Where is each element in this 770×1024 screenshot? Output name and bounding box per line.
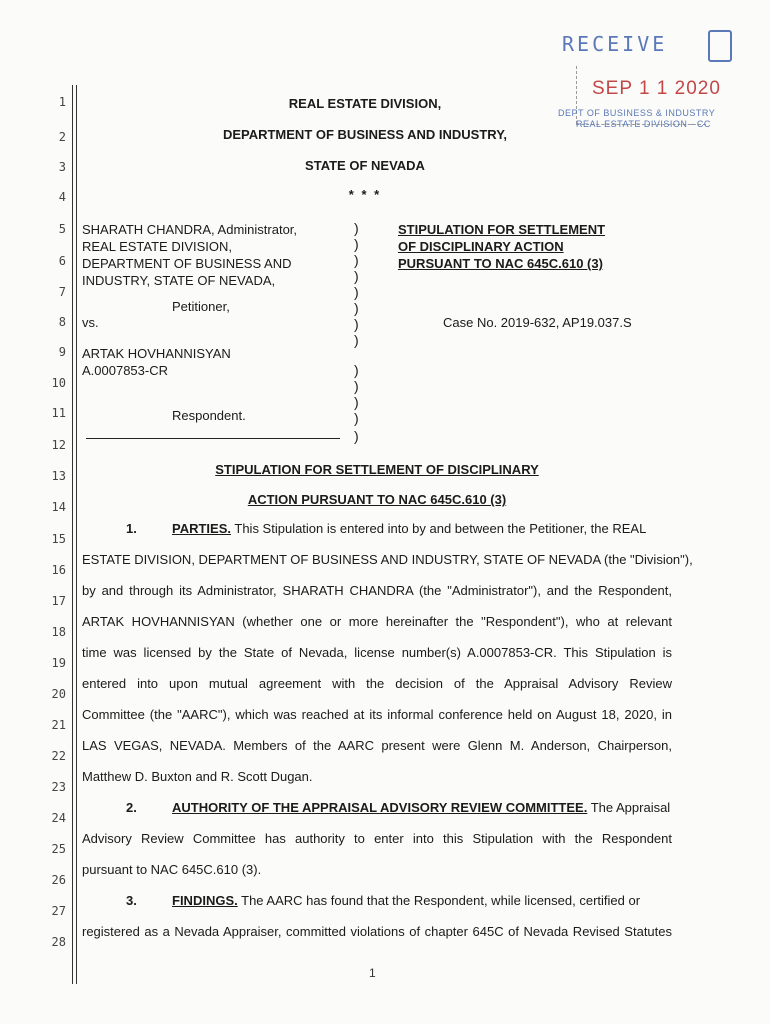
margin-rule-inner [76, 85, 77, 984]
line-number: 18 [51, 625, 66, 639]
paragraph-line: LAS VEGAS, NEVADA. Members of the AARC present were Glenn M. Anderson, Chairperson, [82, 738, 672, 753]
line-number: 22 [51, 749, 66, 763]
header-stars: * * * [348, 187, 382, 202]
paragraph-line: pursuant to NAC 645C.610 (3). [82, 862, 262, 877]
paragraph-line: Matthew D. Buxton and R. Scott Dugan. [82, 769, 313, 784]
paragraph-1-heading: PARTIES. [172, 521, 231, 536]
paragraph-2-heading: AUTHORITY OF THE APPRAISAL ADVISORY REVIEW COMMITTEE. [172, 800, 588, 815]
stamp-date: SEP 1 1 2020 [592, 78, 721, 99]
line-number: 11 [51, 406, 66, 420]
line-number: 5 [58, 222, 66, 236]
line-number: 28 [51, 935, 66, 949]
petitioner-block: SHARATH CHANDRA, Administrator, REAL ESTATE DIVISION, DEPARTMENT OF BUSINESS AND INDUSTRY, STATE OF NEVADA, [82, 222, 298, 288]
paragraph-line: ARTAK HOVHANNISYAN (whether one or more hereinafter the "Respondent"), who at relevant [82, 614, 672, 629]
respondent-label: Respondent. [172, 408, 246, 423]
caption-rule [86, 438, 340, 439]
page-number: 1 [369, 966, 376, 980]
paragraph-line: by and through its Administrator, SHARATH CHANDRA (the "Administrator"), and the Respondent, [82, 583, 672, 598]
margin-rule-outer [72, 85, 73, 984]
line-number: 12 [51, 438, 66, 452]
respondent-block: ARTAK HOVHANNISYAN A.0007853-CR [82, 346, 231, 378]
line-number: 19 [51, 656, 66, 670]
stamp-agency-line2: REAL ESTATE DIVISION - CC [576, 119, 711, 129]
line-number: 14 [51, 500, 66, 514]
paragraph-3-heading: FINDINGS. [172, 893, 238, 908]
paragraph-2-first-line: 2. AUTHORITY OF THE APPRAISAL ADVISORY REVIEW COMMITTEE. The Appraisal [126, 800, 671, 815]
stamp-agency-line1: DEPT OF BUSINESS & INDUSTRY [558, 108, 716, 118]
line-number: 3 [58, 160, 66, 174]
line-number: 6 [58, 254, 66, 268]
paragraph-line: ESTATE DIVISION, DEPARTMENT OF BUSINESS AND INDUSTRY, STATE OF NEVADA (the "Division"), [82, 552, 693, 567]
line-number: 1 [58, 95, 66, 109]
header-line3: STATE OF NEVADA [305, 158, 425, 173]
body-heading-line2: ACTION PURSUANT TO NAC 645C.610 (3) [247, 492, 507, 507]
line-number: 16 [51, 563, 66, 577]
paragraph-line: entered into upon mutual agreement with the decision of the Appraisal Advisory Review [82, 676, 672, 691]
line-number: 7 [58, 285, 66, 299]
line-number: 26 [51, 873, 66, 887]
line-number: 10 [51, 376, 66, 390]
line-number: 21 [51, 718, 66, 732]
line-number: 9 [58, 345, 66, 359]
vs-label: vs. [82, 315, 99, 330]
line-number: 2 [58, 130, 66, 144]
line-number: 25 [51, 842, 66, 856]
line-number: 23 [51, 780, 66, 794]
line-number: 8 [58, 315, 66, 329]
petitioner-label: Petitioner, [172, 299, 230, 314]
line-number: 20 [51, 687, 66, 701]
line-number: 27 [51, 904, 66, 918]
stamp-received-text: RECEIVE [562, 32, 668, 56]
line-number: 13 [51, 469, 66, 483]
line-number: 24 [51, 811, 66, 825]
line-number: 4 [58, 190, 66, 204]
caption-doc-title: STIPULATION FOR SETTLEMENT OF DISCIPLINARY ACTION PURSUANT TO NAC 645C.610 (3) [398, 222, 606, 271]
case-number: Case No. 2019-632, AP19.037.S [443, 315, 632, 330]
paragraph-line: Committee (the "AARC"), which was reached at its informal conference held on August 18, 2020, in [82, 707, 672, 722]
stamp-d-box [708, 30, 732, 62]
header-line1: REAL ESTATE DIVISION, [288, 96, 442, 111]
paragraph-3-first-line: 3. FINDINGS. The AARC has found that the Respondent, while licensed, certified or [126, 893, 641, 908]
paragraph-line: time was licensed by the State of Nevada, license number(s) A.0007853-CR. This Stipulation is [82, 645, 672, 660]
line-number: 17 [51, 594, 66, 608]
header-line2: DEPARTMENT OF BUSINESS AND INDUSTRY, [222, 127, 508, 142]
line-number: 15 [51, 532, 66, 546]
paragraph-1-first-line: 1. PARTIES. This Stipulation is entered into by and between the Petitioner, the REAL [126, 521, 647, 536]
paragraph-line: Advisory Review Committee has authority to enter into this Stipulation with the Respondent [82, 831, 672, 846]
body-heading-line1: STIPULATION FOR SETTLEMENT OF DISCIPLINARY [215, 462, 539, 477]
paragraph-line: registered as a Nevada Appraiser, committed violations of chapter 645C of Nevada Revised Statutes [82, 924, 672, 939]
